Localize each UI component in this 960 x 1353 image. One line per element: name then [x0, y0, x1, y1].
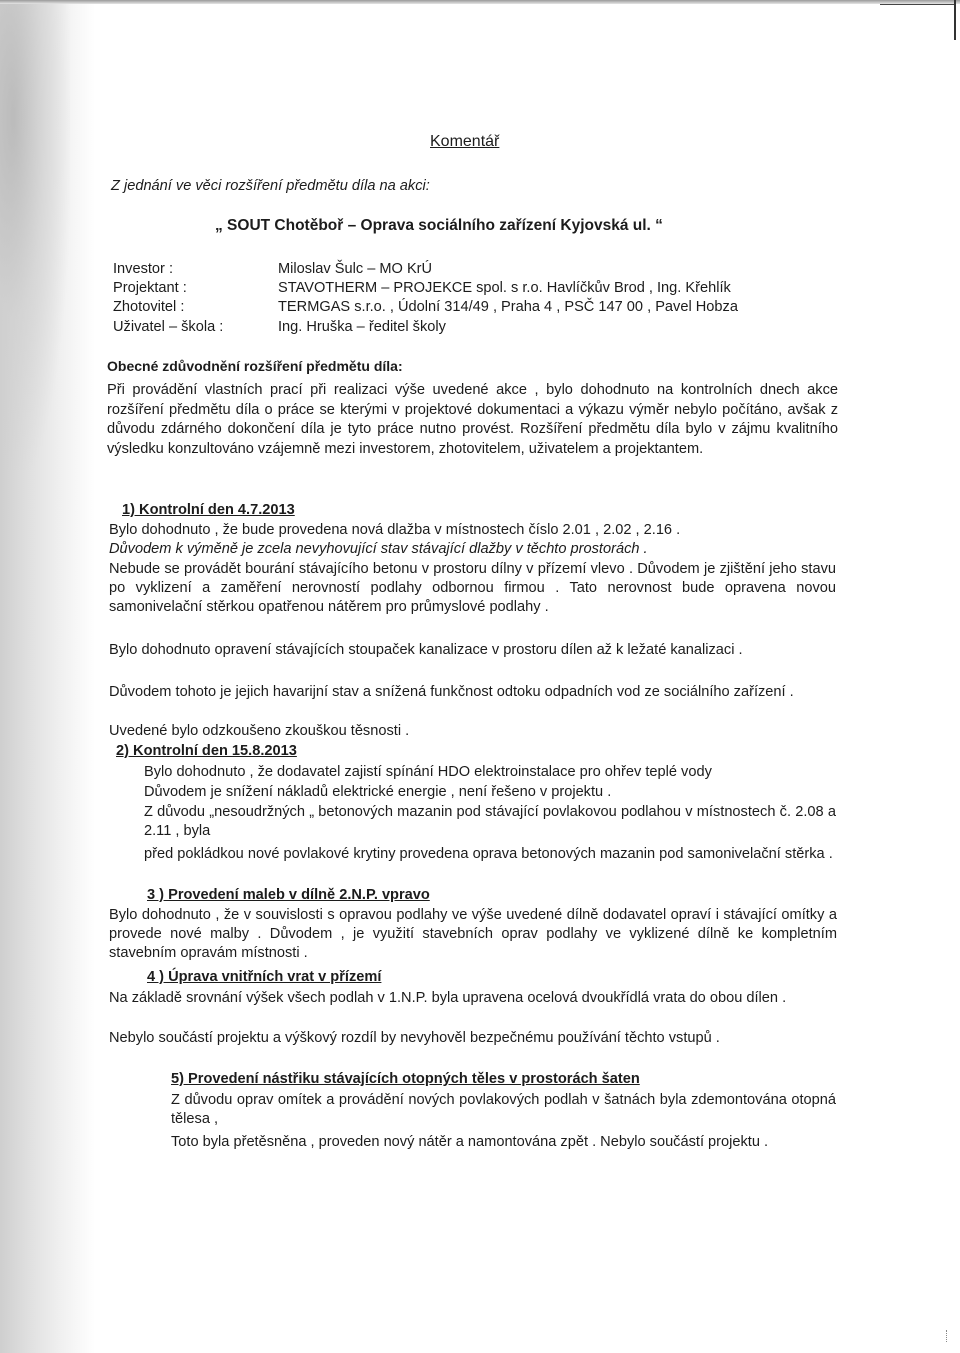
section-1-para-5: Důvodem tohoto je jejich havarijní stav a snížená funkčnost odtoku odpadních vod ze sociálního zařízení .	[109, 684, 794, 700]
party-label-designer: Projektant :	[113, 280, 187, 296]
section-2-para-4: před pokládkou nové povlakové krytiny provedena oprava betonových mazanin pod samonivelační stěrka .	[144, 846, 833, 862]
section-1-para-1: Bylo dohodnuto , že bude provedena nová dlažba v místnostech číslo 2.01 , 2.02 , 2.16 .	[109, 522, 681, 538]
section-2-para-2: Důvodem je snížení nákladů elektrické energie , není řešeno v projektu .	[144, 784, 612, 800]
justification-text: Při provádění vlastních prací při realizaci výše uvedené akce , bylo dohodnuto na kontrolních dnech akce rozšíření předmětu díla o práce se kterými v projektové dokumentaci a výkazu výměr nebylo počítáno, avšak z důvodu zdárného dokončení díla je tyto práce nutno provést. Rozšíření předmětu díla bylo v zájmu kvalitního výsledku konzultováno vzájemně mezi investorem, zhotovitelem, uživatelem a projektantem.	[107, 382, 838, 457]
party-label-user: Uživatel – škola :	[113, 319, 224, 335]
party-value-user: Ing. Hruška – ředitel školy	[278, 319, 446, 335]
section-2-para-3: Z důvodu „nesoudržných „ betonových mazanin pod stávající povlakovou podlahou v místnostech č. 2.08 a 2.11 , byla	[144, 804, 836, 840]
scan-shadow-blot	[0, 0, 70, 470]
section-1-para-4: Bylo dohodnuto opravení stávajících stoupaček kanalizace v prostoru dílen až k ležaté kanalizaci .	[109, 642, 743, 658]
section-1-para-2: Důvodem k výměně je zcela nevyhovující stav stávající dlažby v těchto prostorách .	[109, 541, 648, 557]
party-value-contractor: TERMGAS s.r.o. , Údolní 314/49 , Praha 4 , PSČ 147 00 , Pavel Hobza	[278, 299, 738, 315]
section-4-para-1: Na základě srovnání výšek všech podlah v 1.N.P. byla upravena ocelová dvoukřídlá vrata do obou dílen .	[109, 990, 787, 1006]
party-label-investor: Investor :	[113, 261, 174, 277]
section-2-heading: 2) Kontrolní den 15.8.2013	[116, 743, 297, 759]
project-subject: „ SOUT Chotěboř – Oprava sociálního zařízení Kyjovská ul. “	[215, 217, 663, 234]
section-5-heading: 5) Provedení nástřiku stávajících otopných těles v prostorách šaten	[171, 1071, 640, 1087]
section-5-para-2: Toto byla přetěsněna , proveden nový nátěr a namontována zpět . Nebylo součástí projektu .	[171, 1134, 769, 1150]
scan-right-edge	[954, 0, 956, 40]
section-1-para-3: Nebude se provádět bourání stávajícího betonu v prostoru dílny v přízemí vlevo . Důvodem je zjištění jeho stavu po vyklizení a zaměření nerovností podlahy odbornou firmou . Tato nerovnost bude opravena novou samonivelační stěrkou opatřenou nátěrem pro průmyslové podlahy .	[109, 561, 836, 616]
party-value-investor: Miloslav Šulc – MO KrÚ	[278, 261, 433, 277]
party-label-contractor: Zhotovitel :	[113, 299, 185, 315]
section-4-para-2: Nebylo součástí projektu a výškový rozdíl by nevyhověl bezpečnému používání těchto vstupů .	[109, 1030, 720, 1046]
section-3-para-1: Bylo dohodnuto , že v souvislosti s opravou podlahy ve výše uvedené dílně dodavatel opraví i stávající omítky a provede nové malby . Důvodem , je využití stavebních oprav podlahy ve vyklizené dílně ke kompletním stavebním opravám místnosti .	[109, 907, 837, 962]
scan-top-edge	[0, 0, 960, 4]
party-value-designer: STAVOTHERM – PROJEKCE spol. s r.o. Havlíčkův Brod , Ing. Křehlík	[278, 280, 731, 296]
intro-line: Z jednání ve věci rozšíření předmětu díla na akci:	[111, 178, 430, 194]
scan-corner-line	[880, 4, 954, 5]
section-3-heading: 3 ) Provedení maleb v dílně 2.N.P. vpravo	[147, 887, 430, 903]
scan-bottom-mark	[946, 1330, 953, 1342]
justification-heading: Obecné zdůvodnění rozšíření předmětu díla:	[107, 358, 403, 374]
section-1-para-6: Uvedené bylo odzkoušeno zkouškou těsnosti .	[109, 723, 410, 739]
section-5-para-1: Z důvodu oprav omítek a provádění nových povlakových podlah v šatnách byla zdemontována otopná tělesa ,	[171, 1092, 836, 1128]
section-2-para-1: Bylo dohodnuto , že dodavatel zajistí spínání HDO elektroinstalace pro ohřev teplé vody	[144, 764, 712, 780]
section-4-heading: 4 ) Úprava vnitřních vrat v přízemí	[147, 969, 382, 985]
document-title: Komentář	[430, 133, 500, 150]
section-1-heading: 1) Kontrolní den 4.7.2013	[122, 502, 295, 518]
